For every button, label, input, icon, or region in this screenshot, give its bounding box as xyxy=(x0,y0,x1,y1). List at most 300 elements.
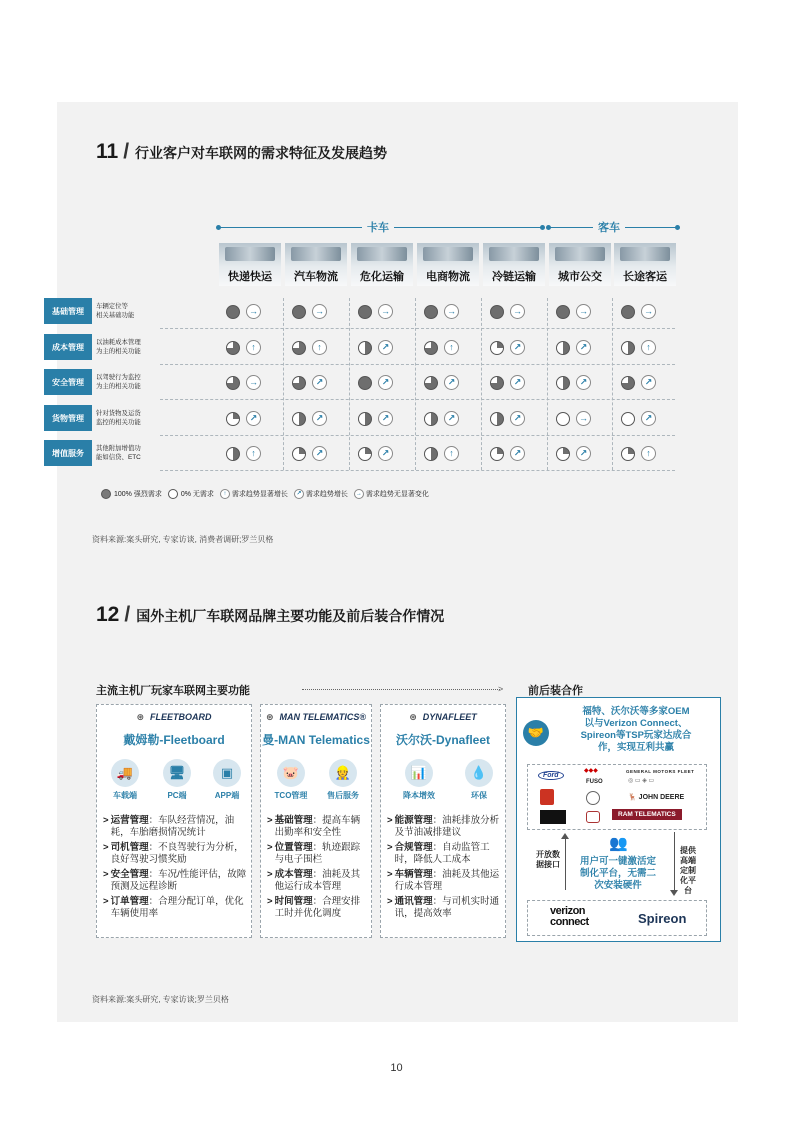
feature-icon-label: 车载端 xyxy=(113,791,137,800)
row-header: 货物管理 xyxy=(44,405,92,431)
column-header xyxy=(351,243,413,286)
arrow-diagonal-icon: ↗ xyxy=(444,375,459,390)
row-description xyxy=(96,444,160,462)
arrow-right-icon: → xyxy=(510,304,525,319)
arrow-diagonal-icon: ↗ xyxy=(510,446,525,461)
row-description xyxy=(96,338,160,356)
demand-pie-icon xyxy=(358,412,372,426)
demand-pie-icon xyxy=(424,412,438,426)
bullet-text: ：油耗及其他运行成本管理 xyxy=(274,869,361,892)
toyota-logo-icon xyxy=(586,811,600,823)
oem-logo-text: FLEETBOARD xyxy=(150,712,212,722)
row-description-line: 车辆定位等 xyxy=(96,303,128,310)
column-label: 长途客运 xyxy=(623,271,667,283)
arrow-diagonal-icon: ↗ xyxy=(641,375,656,390)
matrix-cell xyxy=(358,411,393,426)
activation-line: 用户可一键激活定 xyxy=(579,856,656,867)
feature-bullet xyxy=(267,896,367,920)
handshake-icon: 🤝 xyxy=(523,720,549,746)
arrow-up-icon: ↑ xyxy=(220,489,230,499)
row-description-line: 为主的相关功能 xyxy=(96,348,141,355)
matrix-cell xyxy=(358,304,393,319)
matrix-cell xyxy=(621,446,656,461)
arrow-diagonal-icon: ↗ xyxy=(641,411,656,426)
oem-card xyxy=(260,704,372,938)
activation-line: 制化平台，无需二 xyxy=(579,868,656,879)
bullet-marker-icon: > xyxy=(267,815,273,826)
column-header xyxy=(417,243,479,286)
arrow-up-icon: ↑ xyxy=(246,446,261,461)
bullet-marker-icon: > xyxy=(103,896,109,907)
arrow-up-icon: ↑ xyxy=(641,340,656,355)
title-slash: / xyxy=(124,603,131,626)
row-description-line: 以驾驶行为监控 xyxy=(96,374,141,381)
feature-icon-box xyxy=(105,759,145,801)
matrix-cell xyxy=(226,446,261,461)
platform-activation-text xyxy=(563,856,673,892)
john-deere-logo: 🦌 JOHN DEERE xyxy=(628,794,685,801)
vehicle-photo xyxy=(489,247,539,261)
brand-emblem-icon: ⊛ xyxy=(265,711,274,722)
bullet-marker-icon: > xyxy=(267,869,273,880)
demand-pie-icon xyxy=(424,341,438,355)
column-header xyxy=(285,243,347,286)
partnership-title: 前后装合作 xyxy=(528,685,583,697)
feature-bullet xyxy=(267,869,367,893)
oem-card xyxy=(380,704,506,938)
spireon-logo: Spireon xyxy=(638,911,687,926)
arrow-right-icon: → xyxy=(576,304,591,319)
arrow-diagonal-icon: ↗ xyxy=(576,446,591,461)
column-label: 汽车物流 xyxy=(294,271,338,283)
arrow-right-icon: → xyxy=(246,304,261,319)
chevrolet-logo-icon xyxy=(540,789,554,805)
bullet-head: 基础管理 xyxy=(274,815,313,826)
feature-bullet xyxy=(387,842,501,866)
partnership-line: 作，实现互利共赢 xyxy=(597,742,674,753)
feature-icon-label: TCO管理 xyxy=(274,791,308,800)
arrow-right-icon: → xyxy=(355,491,362,497)
arrow-head-icon: > xyxy=(498,684,504,694)
bullet-head: 通讯管理 xyxy=(394,896,433,907)
matrix-cell xyxy=(490,340,525,355)
service-person-icon: 👷 xyxy=(329,759,357,787)
matrix-cell xyxy=(621,411,656,426)
column-header xyxy=(483,243,545,286)
demand-pie-icon xyxy=(226,305,240,319)
bullet-head: 成本管理 xyxy=(274,869,313,880)
column-divider xyxy=(481,298,482,470)
arrow-diagonal-icon: ↗ xyxy=(510,375,525,390)
demand-pie-icon xyxy=(556,412,570,426)
bullet-marker-icon: > xyxy=(267,896,273,907)
demand-pie-icon xyxy=(556,305,570,319)
matrix-cell xyxy=(358,375,393,390)
column-label: 危化运输 xyxy=(360,271,404,283)
feature-icon-box xyxy=(157,759,197,801)
open-data-label: 开放数据接口 xyxy=(536,850,560,869)
legend-grow xyxy=(294,489,348,499)
mack-logo-icon xyxy=(540,810,566,824)
matrix-cell xyxy=(556,340,591,355)
section-11-title xyxy=(96,140,387,164)
feature-bullet xyxy=(103,815,247,839)
vehicle-photo xyxy=(555,247,605,261)
bullet-text: ：合理安排工时并优化调度 xyxy=(274,896,361,919)
row-description-line: 相关基础功能 xyxy=(96,312,135,319)
legend-grow-label: 需求趋势增长 xyxy=(305,491,348,498)
bullet-text: ：不良驾驶行为分析，良好驾驶习惯奖励 xyxy=(110,842,244,865)
bullet-head: 订单管理 xyxy=(110,896,149,907)
column-label: 城市公交 xyxy=(558,271,602,283)
feature-icon-box xyxy=(459,759,499,801)
demand-pie-icon xyxy=(358,447,372,461)
platform-arrow xyxy=(674,832,675,890)
partnership-description xyxy=(553,706,719,754)
column-divider xyxy=(547,298,548,470)
matrix-cell xyxy=(358,446,393,461)
demand-pie-icon xyxy=(490,412,504,426)
arrow-up-icon: ↑ xyxy=(444,446,459,461)
matrix-cell xyxy=(490,304,525,319)
legend-full-label: 100% 强烈需求 xyxy=(114,491,162,498)
arrow-up-icon xyxy=(561,833,569,839)
demand-pie-icon xyxy=(424,376,438,390)
volvo-logo-icon xyxy=(586,791,600,805)
bullet-text: ：提高车辆出勤率和安全性 xyxy=(274,815,361,838)
arrow-diagonal-icon: ↗ xyxy=(444,411,459,426)
feature-bullet xyxy=(267,815,367,839)
matrix-cell xyxy=(292,411,327,426)
matrix-cell xyxy=(621,304,656,319)
feature-icon-label: APP端 xyxy=(214,791,240,800)
arrow-diagonal-icon: ↗ xyxy=(378,340,393,355)
piggy-bank-icon: 🐷 xyxy=(277,759,305,787)
demand-pie-icon xyxy=(621,447,635,461)
row-divider xyxy=(160,470,675,471)
demand-pie-icon xyxy=(621,412,635,426)
demand-pie-icon xyxy=(490,447,504,461)
feature-bullets xyxy=(103,815,247,923)
column-label: 快递快运 xyxy=(228,271,272,283)
demand-pie-icon xyxy=(226,376,240,390)
column-label: 冷链运输 xyxy=(492,271,536,283)
matrix-cell xyxy=(490,446,525,461)
feature-icon-label: 降本增效 xyxy=(403,791,435,800)
row-description xyxy=(96,373,160,391)
ram-telematics-logo: RAM TELEMATICS xyxy=(612,809,682,820)
matrix-cell xyxy=(226,411,261,426)
legend-up-label: 需求趋势显著增长 xyxy=(231,491,288,498)
arrow-right-icon: → xyxy=(246,375,261,390)
arrow-diagonal-icon: ↗ xyxy=(510,411,525,426)
matrix-cell xyxy=(556,304,591,319)
bullet-text: ：与司机实时通讯，提高效率 xyxy=(394,896,500,919)
matrix-cell xyxy=(556,375,591,390)
arrow-up-icon: ↑ xyxy=(312,340,327,355)
row-header: 增值服务 xyxy=(44,440,92,466)
row-header: 基础管理 xyxy=(44,298,92,324)
bullet-text: ：油耗排放分析及节油减排建议 xyxy=(394,815,500,838)
bullet-head: 能源管理 xyxy=(394,815,433,826)
arrow-diagonal-icon: ↗ xyxy=(576,340,591,355)
oem-logo-text: DYNAFLEET xyxy=(422,712,477,722)
arrow-up-icon: ↑ xyxy=(246,340,261,355)
eco-drop-icon: 💧 xyxy=(465,759,493,787)
legend-flat-label: 需求趋势无显著变化 xyxy=(365,491,429,498)
matrix-cell xyxy=(226,340,261,355)
column-header xyxy=(614,243,676,286)
page-number: 10 xyxy=(390,1062,403,1074)
bullet-head: 车辆管理 xyxy=(394,869,433,880)
oem-logo xyxy=(381,709,505,725)
partnership-line: 福特、沃尔沃等多家OEM xyxy=(582,706,690,717)
feature-bullet xyxy=(387,815,501,839)
group-line-dot xyxy=(540,225,545,230)
column-header xyxy=(219,243,281,286)
empty-pie-icon xyxy=(168,489,178,499)
bullet-head: 时间管理 xyxy=(274,896,313,907)
vehicle-photo xyxy=(357,247,407,261)
truck-group-label: 卡车 xyxy=(362,219,394,235)
demand-pie-icon xyxy=(621,305,635,319)
feature-icon-label: 售后服务 xyxy=(327,791,359,800)
demand-pie-icon xyxy=(292,305,306,319)
demand-pie-icon xyxy=(292,412,306,426)
arrow-diagonal-icon: ↗ xyxy=(312,446,327,461)
bullet-head: 位置管理 xyxy=(274,842,313,853)
feature-bullet xyxy=(103,869,247,893)
column-header xyxy=(549,243,611,286)
bar-chart-icon: 📊 xyxy=(405,759,433,787)
demand-pie-icon xyxy=(621,376,635,390)
matrix-cell xyxy=(226,304,261,319)
matrix-cell xyxy=(556,446,591,461)
arrow-up-icon: ↑ xyxy=(444,340,459,355)
column-divider xyxy=(612,298,613,470)
bullet-marker-icon: > xyxy=(387,815,393,826)
mitsubishi-logo-icon: ◆◆◆ xyxy=(584,768,598,774)
full-pie-icon xyxy=(101,489,111,499)
bullet-text: ：车况/性能评估，故障预测及远程诊断 xyxy=(110,869,247,892)
row-description-line: 监控的相关功能 xyxy=(96,419,141,426)
pc-icon: 🖥 xyxy=(163,759,191,787)
legend-full xyxy=(101,489,162,499)
bullet-head: 安全管理 xyxy=(110,869,149,880)
demand-pie-icon xyxy=(358,376,372,390)
demand-pie-icon xyxy=(490,376,504,390)
matrix-cell xyxy=(490,375,525,390)
row-divider xyxy=(160,399,675,400)
arrow-diagonal-icon: ↗ xyxy=(312,375,327,390)
arrow-diagonal-icon: ↗ xyxy=(312,411,327,426)
oem-logo xyxy=(261,709,371,725)
arrow-right-icon: → xyxy=(312,304,327,319)
legend-up xyxy=(220,489,288,499)
section-11-number: 11 xyxy=(96,140,119,163)
section-12-title xyxy=(96,603,444,627)
row-description-line: 针对货物及运货 xyxy=(96,410,141,417)
feature-icon-box xyxy=(271,759,311,801)
gm-brand-logos-icon: ◎ ▭ ◈ ▭ xyxy=(628,778,655,784)
row-description-line: 以油耗成本管理 xyxy=(96,339,141,346)
legend-none-label: 0% 无需求 xyxy=(180,491,214,498)
row-description-line: 能如信贷、ETC xyxy=(96,454,141,461)
bullet-text: ：车队经营情况，油耗，车胎磨损情况统计 xyxy=(110,815,235,838)
arrow-right-icon: → xyxy=(641,304,656,319)
arrow-right-icon: → xyxy=(444,304,459,319)
row-description xyxy=(96,409,160,427)
activation-line: 次安装硬件 xyxy=(594,880,642,891)
vehicle-photo xyxy=(423,247,473,261)
demand-pie-icon xyxy=(226,341,240,355)
bullet-marker-icon: > xyxy=(387,842,393,853)
row-divider xyxy=(160,364,675,365)
matrix-cell xyxy=(292,304,327,319)
column-divider xyxy=(283,298,284,470)
demand-pie-icon xyxy=(226,412,240,426)
demand-pie-icon xyxy=(556,341,570,355)
oem-logo xyxy=(97,709,251,725)
matrix-cell xyxy=(424,340,459,355)
oem-logo-text: MAN TELEMATICS® xyxy=(279,712,366,722)
matrix-cell xyxy=(621,340,656,355)
arrow-diagonal-icon: ↗ xyxy=(510,340,525,355)
partnership-line: 以与Verizon Connect、 xyxy=(584,718,688,729)
matrix-cell xyxy=(556,411,591,426)
oem-brand-name: 沃尔沃-Dynafleet xyxy=(395,733,490,747)
section-12-source: 资料来源:案头研究, 专家访谈;罗兰贝格 xyxy=(92,995,229,1004)
bullet-head: 运营管理 xyxy=(110,815,149,826)
row-description-line: 其他附加增值功 xyxy=(96,445,141,452)
row-header: 安全管理 xyxy=(44,369,92,395)
section-12-number: 12 xyxy=(96,603,120,626)
partnership-line: Spireon等TSP玩家达成合 xyxy=(580,730,692,741)
feature-bullet xyxy=(103,842,247,866)
feature-icon-box xyxy=(207,759,247,801)
bullet-text: ：合理分配订单，优化车辆使用率 xyxy=(110,896,244,919)
column-label: 电商物流 xyxy=(426,271,470,283)
section-12-heading: 国外主机厂车联网品牌主要功能及前后装合作情况 xyxy=(136,608,445,624)
title-slash: / xyxy=(123,140,130,163)
vehicle-photo xyxy=(620,247,670,261)
arrow-right-icon: → xyxy=(378,304,393,319)
demand-pie-icon xyxy=(358,305,372,319)
matrix-cell xyxy=(424,411,459,426)
vehicle-photo xyxy=(225,247,275,261)
users-group-icon: 👥 xyxy=(609,835,628,852)
arrow-up-icon: ↑ xyxy=(641,446,656,461)
demand-pie-icon xyxy=(490,305,504,319)
arrow-diagonal-icon: ↗ xyxy=(246,411,261,426)
matrix-cell xyxy=(424,375,459,390)
demand-pie-icon xyxy=(292,376,306,390)
legend-flat xyxy=(354,489,429,499)
bullet-marker-icon: > xyxy=(387,896,393,907)
fuso-logo: FUSO xyxy=(586,779,603,785)
gm-fleet-logo: GENERAL MOTORS FLEET xyxy=(626,769,695,774)
feature-bullet xyxy=(387,869,501,893)
feature-icon-box xyxy=(399,759,439,801)
bullet-marker-icon: > xyxy=(103,869,109,880)
feature-icon-label: PC端 xyxy=(167,791,187,800)
app-icon: ▣ xyxy=(213,759,241,787)
matrix-cell xyxy=(490,411,525,426)
row-header: 成本管理 xyxy=(44,334,92,360)
vehicle-photo xyxy=(291,247,341,261)
bullet-marker-icon: > xyxy=(103,842,109,853)
column-divider xyxy=(349,298,350,470)
arrow-diagonal-icon: ↗ xyxy=(378,446,393,461)
partnership-box xyxy=(516,697,721,942)
demand-pie-icon xyxy=(424,305,438,319)
oem-functions-title: 主流主机厂玩家车联网主要功能 xyxy=(96,685,250,697)
matrix-cell xyxy=(424,304,459,319)
demand-pie-icon xyxy=(621,341,635,355)
bullet-head: 合规管理 xyxy=(394,842,433,853)
ford-logo: Ford xyxy=(538,771,564,780)
matrix-cell xyxy=(292,375,327,390)
matrix-cell xyxy=(226,375,261,390)
demand-pie-icon xyxy=(490,341,504,355)
demand-pie-icon xyxy=(358,341,372,355)
bullet-marker-icon: > xyxy=(387,869,393,880)
feature-icon-box xyxy=(323,759,363,801)
tsp-logo-grid xyxy=(527,900,707,936)
demand-pie-icon xyxy=(292,341,306,355)
arrow-diagonal-icon: ↗ xyxy=(576,375,591,390)
bus-group-label: 客车 xyxy=(593,219,625,235)
section-11-heading: 行业客户对车联网的需求特征及发展趋势 xyxy=(135,145,388,161)
row-divider xyxy=(160,328,675,329)
section-11-source: 资料来源:案头研究, 专家访谈, 消费者调研;罗兰贝格 xyxy=(92,535,274,544)
matrix-cell xyxy=(292,446,327,461)
bullet-marker-icon: > xyxy=(103,815,109,826)
brand-emblem-icon: ⊛ xyxy=(409,711,417,722)
arrow-diagonal-icon: ↗ xyxy=(294,489,304,499)
platform-label: 提供高端定制化平台 xyxy=(680,846,696,895)
demand-pie-icon xyxy=(556,376,570,390)
row-description xyxy=(96,302,160,320)
bullet-text: ：轨迹跟踪与电子围栏 xyxy=(274,842,361,865)
group-line-dot xyxy=(216,225,221,230)
bullet-text: ：自动监管工时，降低人工成本 xyxy=(394,842,490,865)
bullet-head: 司机管理 xyxy=(110,842,149,853)
group-line-dot xyxy=(675,225,680,230)
matrix-cell xyxy=(424,446,459,461)
feature-icon-label: 环保 xyxy=(471,791,487,800)
oem-logo-grid xyxy=(527,764,707,830)
truck-icon: 🚚 xyxy=(111,759,139,787)
verizon-connect-logo: verizon connect xyxy=(550,905,589,928)
matrix-cell xyxy=(292,340,327,355)
arrow-diagonal-icon: ↗ xyxy=(378,411,393,426)
demand-pie-icon xyxy=(226,447,240,461)
row-divider xyxy=(160,435,675,436)
bullet-text: ：油耗及其他运行成本管理 xyxy=(394,869,500,892)
feature-bullet xyxy=(267,842,367,866)
john-deere-text: JOHN DEERE xyxy=(638,794,685,801)
matrix-legend xyxy=(101,489,435,499)
oem-brand-name: 戴姆勒-Fleetboard xyxy=(123,733,225,747)
matrix-cell xyxy=(358,340,393,355)
arrow-diagonal-icon: ↗ xyxy=(378,375,393,390)
feature-bullet xyxy=(387,896,501,920)
feature-bullets xyxy=(267,815,367,923)
oem-card xyxy=(96,704,252,938)
feature-bullet xyxy=(103,896,247,920)
demand-pie-icon xyxy=(556,447,570,461)
